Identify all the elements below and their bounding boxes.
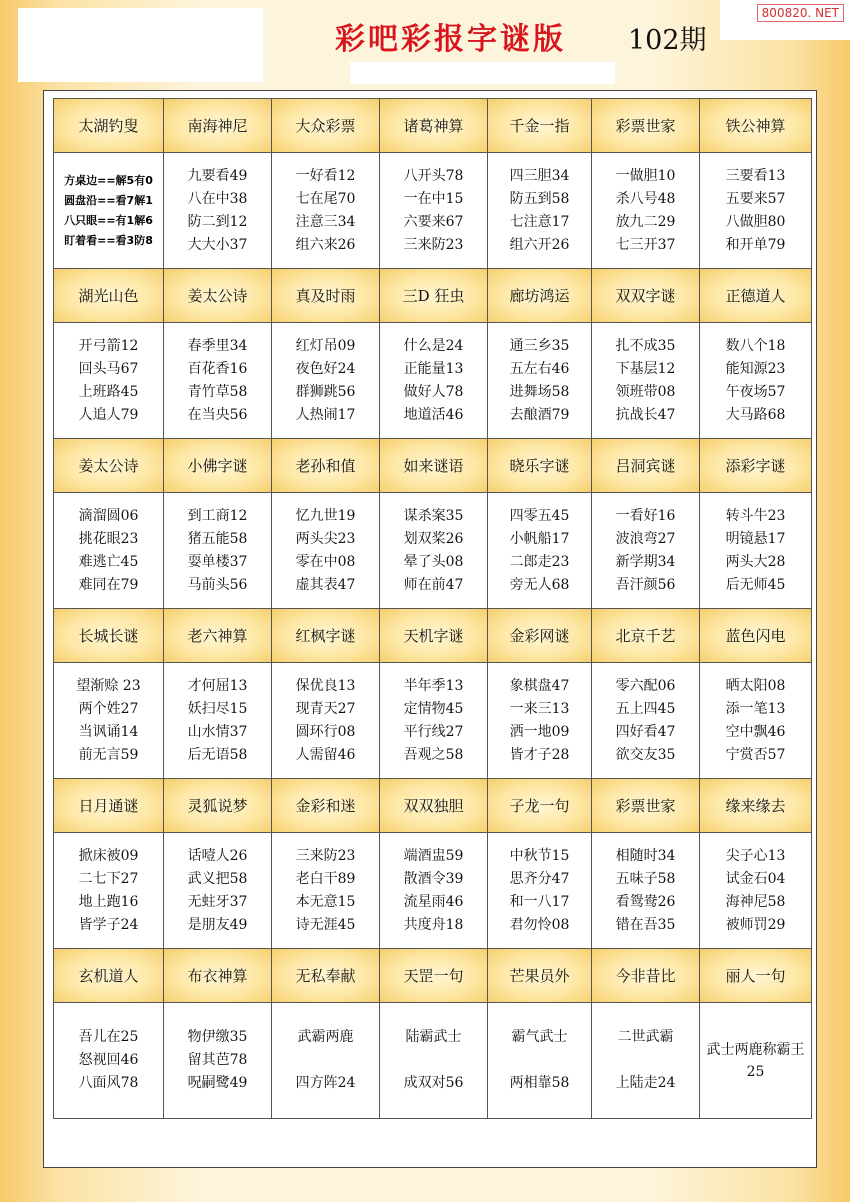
riddle-line: 八面风78 bbox=[78, 1075, 139, 1091]
riddle-line: 海神尼58 bbox=[725, 893, 786, 910]
riddle-line: 夜色好24 bbox=[295, 360, 356, 377]
riddle-line: 老白干89 bbox=[295, 870, 356, 887]
riddle-line: 霸气武士 bbox=[511, 1029, 568, 1045]
riddle-cell bbox=[164, 323, 272, 439]
riddle-line: 圆环行08 bbox=[295, 723, 356, 740]
riddle-cell bbox=[592, 153, 700, 269]
riddle-line: 吾汗颜56 bbox=[615, 576, 676, 593]
riddle-line: 四零五45 bbox=[509, 507, 570, 524]
riddle-line: 波浪弯27 bbox=[615, 530, 676, 547]
spacer bbox=[592, 1049, 699, 1072]
riddle-line: 思齐分47 bbox=[509, 870, 570, 887]
riddle-line: 话噎人26 bbox=[187, 847, 248, 864]
riddle-line: 领班带08 bbox=[615, 383, 676, 400]
riddle-line: 妖扫尽15 bbox=[187, 700, 248, 717]
riddle-line: 中秋节15 bbox=[509, 847, 570, 864]
column-header: 姜太公诗 bbox=[54, 439, 164, 493]
riddle-line: 回头马67 bbox=[78, 360, 139, 377]
riddle-line: 师在前47 bbox=[403, 576, 464, 593]
riddle-table-body bbox=[54, 99, 812, 1119]
riddle-line: 组六开26 bbox=[509, 236, 570, 253]
page-title: 彩吧彩报字谜版 bbox=[335, 22, 566, 57]
riddle-line: 陆霸武士 bbox=[405, 1029, 462, 1045]
riddle-cell bbox=[272, 663, 380, 779]
riddle-line: 前无言59 bbox=[78, 746, 139, 763]
spacer bbox=[488, 1049, 591, 1072]
riddle-cell bbox=[380, 663, 488, 779]
riddle-line: 抗战长47 bbox=[615, 406, 676, 423]
riddle-cell bbox=[488, 1003, 592, 1119]
riddle-cell bbox=[272, 153, 380, 269]
riddle-line: 吾观之58 bbox=[403, 746, 464, 763]
riddle-row bbox=[54, 323, 812, 439]
blank-area-left bbox=[18, 8, 263, 82]
riddle-row bbox=[54, 493, 812, 609]
riddle-cell bbox=[700, 1003, 812, 1119]
riddle-line: 武义把58 bbox=[187, 870, 248, 887]
column-header: 吕洞宾谜 bbox=[592, 439, 700, 493]
riddle-line: 春季里34 bbox=[187, 337, 248, 354]
riddle-line: 尖子心13 bbox=[725, 847, 786, 864]
issue-number: 102期 bbox=[628, 25, 707, 56]
riddle-line: 到工商12 bbox=[187, 507, 248, 524]
column-header: 蓝色闪电 bbox=[700, 609, 812, 663]
riddle-line: 在当央56 bbox=[187, 406, 248, 423]
riddle-line: 防二到12 bbox=[187, 213, 248, 230]
riddle-line: 扎不成35 bbox=[615, 337, 676, 354]
column-header: 布衣神算 bbox=[164, 949, 272, 1003]
riddle-cell bbox=[488, 663, 592, 779]
riddle-cell bbox=[592, 833, 700, 949]
riddle-line: 三来防23 bbox=[295, 847, 356, 864]
riddle-line: 掀床被09 bbox=[78, 847, 139, 864]
blank-area-center bbox=[350, 62, 615, 84]
riddle-line: 保优良13 bbox=[295, 677, 356, 694]
riddle-line: 去酿酒79 bbox=[509, 406, 570, 423]
riddle-line: 皆学子24 bbox=[78, 916, 139, 933]
riddle-cell bbox=[700, 323, 812, 439]
riddle-line: 当讽诵14 bbox=[78, 723, 139, 740]
column-header: 太湖钓叟 bbox=[54, 99, 164, 153]
riddle-cell bbox=[54, 493, 164, 609]
riddle-cell bbox=[164, 663, 272, 779]
column-header: 三D 狂虫 bbox=[380, 269, 488, 323]
riddle-line: 四三胆34 bbox=[509, 167, 570, 184]
riddle-line: 后无语58 bbox=[187, 746, 248, 763]
riddle-line: 难同在79 bbox=[78, 576, 139, 593]
riddle-line: 晕了头08 bbox=[403, 553, 464, 570]
riddle-line: 错在吾35 bbox=[615, 916, 676, 933]
riddle-line: 五上四45 bbox=[615, 700, 676, 717]
riddle-line: 七在尾70 bbox=[295, 190, 356, 207]
riddle-line: 通三乡35 bbox=[509, 337, 570, 354]
riddle-cell bbox=[380, 1003, 488, 1119]
riddle-line: 正能量13 bbox=[403, 360, 464, 377]
header-row bbox=[54, 779, 812, 833]
spacer bbox=[272, 1049, 379, 1072]
riddle-cell bbox=[592, 663, 700, 779]
riddle-line: 一来三13 bbox=[509, 700, 570, 717]
riddle-line: 后无师45 bbox=[725, 576, 786, 593]
riddle-line: 百花香16 bbox=[187, 360, 248, 377]
riddle-line: 做好人78 bbox=[403, 383, 464, 400]
column-header: 如来谜语 bbox=[380, 439, 488, 493]
riddle-line: 猪五能58 bbox=[187, 530, 248, 547]
riddle-line: 下基层12 bbox=[615, 360, 676, 377]
riddle-cell bbox=[700, 493, 812, 609]
riddle-cell bbox=[272, 833, 380, 949]
riddle-line: 大大小37 bbox=[187, 236, 248, 253]
riddle-line: 九要看49 bbox=[187, 167, 248, 184]
riddle-line: 虚其表47 bbox=[295, 576, 356, 593]
header-row bbox=[54, 949, 812, 1003]
column-header: 灵狐说梦 bbox=[164, 779, 272, 833]
riddle-line: 什么是24 bbox=[403, 337, 464, 354]
riddle-cell bbox=[164, 493, 272, 609]
column-header: 诸葛神算 bbox=[380, 99, 488, 153]
riddle-cell bbox=[164, 1003, 272, 1119]
column-header: 真及时雨 bbox=[272, 269, 380, 323]
riddle-line: 看鸳鸯26 bbox=[615, 893, 676, 910]
riddle-line: 五味子58 bbox=[615, 870, 676, 887]
riddle-line: 青竹草58 bbox=[187, 383, 248, 400]
riddle-line: 两个姓27 bbox=[78, 700, 139, 717]
column-header: 千金一指 bbox=[488, 99, 592, 153]
column-header: 姜太公诗 bbox=[164, 269, 272, 323]
riddle-line: 杀八号48 bbox=[615, 190, 676, 207]
column-header: 红枫字谜 bbox=[272, 609, 380, 663]
column-header: 彩票世家 bbox=[592, 779, 700, 833]
riddle-line: 诗无涯45 bbox=[295, 916, 356, 933]
riddle-cell bbox=[488, 493, 592, 609]
column-header: 晓乐字谜 bbox=[488, 439, 592, 493]
riddle-line: 数八个18 bbox=[725, 337, 786, 354]
riddle-line: 七注意17 bbox=[509, 213, 570, 230]
riddle-line: 五左右46 bbox=[509, 360, 570, 377]
riddle-row bbox=[54, 663, 812, 779]
riddle-line: 怒视回46 bbox=[78, 1052, 139, 1068]
riddle-line: 成双对56 bbox=[403, 1075, 464, 1091]
riddle-line: 晒太阳08 bbox=[725, 677, 786, 694]
column-header: 铁公神算 bbox=[700, 99, 812, 153]
riddle-cell bbox=[272, 323, 380, 439]
riddle-line: 马前头56 bbox=[187, 576, 248, 593]
riddle-row bbox=[54, 153, 812, 269]
column-header: 无私奉献 bbox=[272, 949, 380, 1003]
riddle-grid bbox=[43, 90, 817, 1168]
column-header: 小佛字谜 bbox=[164, 439, 272, 493]
riddle-line: 本无意15 bbox=[295, 893, 356, 910]
riddle-line: 端酒盅59 bbox=[403, 847, 464, 864]
riddle-line: 被师罚29 bbox=[725, 916, 786, 933]
site-watermark: 800820. NET bbox=[757, 4, 844, 22]
riddle-line: 挑花眼23 bbox=[78, 530, 139, 547]
riddle-line: 耍单楼37 bbox=[187, 553, 248, 570]
riddle-line: 半年季13 bbox=[403, 677, 464, 694]
riddle-cell bbox=[54, 1003, 164, 1119]
riddle-line: 呪嗣鹭49 bbox=[187, 1075, 248, 1091]
riddle-line: 和一八17 bbox=[509, 893, 570, 910]
riddle-line: 明镜悬17 bbox=[725, 530, 786, 547]
riddle-cell bbox=[700, 833, 812, 949]
riddle-line: 一在中15 bbox=[403, 190, 464, 207]
riddle-line: 六要来67 bbox=[403, 213, 464, 230]
riddle-line: 放九二29 bbox=[615, 213, 676, 230]
riddle-line: 洒一地09 bbox=[509, 723, 570, 740]
riddle-line: 欲交友35 bbox=[615, 746, 676, 763]
column-header: 彩票世家 bbox=[592, 99, 700, 153]
riddle-line: 上陆走24 bbox=[615, 1075, 676, 1091]
riddle-cell bbox=[54, 663, 164, 779]
riddle-line: 划双桨26 bbox=[403, 530, 464, 547]
column-header: 双双字谜 bbox=[592, 269, 700, 323]
riddle-line: 共度舟18 bbox=[403, 916, 464, 933]
riddle-line: 宁赏否57 bbox=[725, 746, 786, 763]
riddle-line: 旁无人68 bbox=[509, 576, 570, 593]
column-header: 子龙一句 bbox=[488, 779, 592, 833]
riddle-cell bbox=[380, 493, 488, 609]
spacer bbox=[380, 1049, 487, 1072]
header-row bbox=[54, 439, 812, 493]
riddle-cell bbox=[164, 833, 272, 949]
riddle-line: 难逃亡45 bbox=[78, 553, 139, 570]
riddle-cell bbox=[272, 1003, 380, 1119]
riddle-line: 注意三34 bbox=[295, 213, 356, 230]
riddle-line: 群狮跳56 bbox=[295, 383, 356, 400]
riddle-line: 午夜场57 bbox=[725, 383, 786, 400]
riddle-line: 是朋友49 bbox=[187, 916, 248, 933]
riddle-row bbox=[54, 1003, 812, 1119]
riddle-line: 君勿怜08 bbox=[509, 916, 570, 933]
riddle-line: 大马路68 bbox=[725, 406, 786, 423]
riddle-line: 新学期34 bbox=[615, 553, 676, 570]
riddle-line: 三要看13 bbox=[725, 167, 786, 184]
riddle-line: 武霸两鹿 bbox=[297, 1029, 354, 1045]
riddle-line: 平行线27 bbox=[403, 723, 464, 740]
riddle-line: 现青天27 bbox=[295, 700, 356, 717]
riddle-line: 空中飘46 bbox=[725, 723, 786, 740]
riddle-cell bbox=[54, 153, 164, 269]
riddle-line: 一看好16 bbox=[615, 507, 676, 524]
riddle-line: 八开头78 bbox=[403, 167, 464, 184]
column-header: 长城长谜 bbox=[54, 609, 164, 663]
riddle-cell bbox=[592, 323, 700, 439]
riddle-cell bbox=[54, 833, 164, 949]
riddle-line: 无蛀牙37 bbox=[187, 893, 248, 910]
riddle-line: 谋杀案35 bbox=[403, 507, 464, 524]
riddle-line: 相随时34 bbox=[615, 847, 676, 864]
column-header: 老孙和值 bbox=[272, 439, 380, 493]
column-header: 正德道人 bbox=[700, 269, 812, 323]
riddle-line: 转斗牛23 bbox=[725, 507, 786, 524]
column-header: 廊坊鸿运 bbox=[488, 269, 592, 323]
riddle-table bbox=[53, 98, 812, 1119]
riddle-cell bbox=[488, 833, 592, 949]
header-row bbox=[54, 609, 812, 663]
column-header: 今非昔比 bbox=[592, 949, 700, 1003]
riddle-line: 八做胆80 bbox=[725, 213, 786, 230]
riddle-line: 一好看12 bbox=[295, 167, 356, 184]
riddle-line: 五要来57 bbox=[725, 190, 786, 207]
riddle-cell bbox=[592, 493, 700, 609]
riddle-line: 两头尖23 bbox=[295, 530, 356, 547]
column-header: 芒果员外 bbox=[488, 949, 592, 1003]
riddle-cell bbox=[380, 323, 488, 439]
column-header: 天机字谜 bbox=[380, 609, 488, 663]
column-header: 北京千艺 bbox=[592, 609, 700, 663]
column-header: 玄机道人 bbox=[54, 949, 164, 1003]
riddle-line: 能知源23 bbox=[725, 360, 786, 377]
riddle-line: 象棋盘47 bbox=[509, 677, 570, 694]
riddle-line: 山水情37 bbox=[187, 723, 248, 740]
riddle-line: 二世武霸 bbox=[617, 1029, 674, 1045]
riddle-line: 进舞场58 bbox=[509, 383, 570, 400]
riddle-line: 人热闹17 bbox=[295, 406, 356, 423]
riddle-line: 八只眼==有1解6 bbox=[64, 213, 153, 227]
riddle-line: 上班路45 bbox=[78, 383, 139, 400]
riddle-cell bbox=[488, 153, 592, 269]
header-row bbox=[54, 269, 812, 323]
riddle-line: 圆盘沿==看7解1 bbox=[64, 193, 153, 207]
header-row bbox=[54, 99, 812, 153]
column-header: 添彩字谜 bbox=[700, 439, 812, 493]
riddle-line: 望渐赊 23 bbox=[76, 677, 141, 694]
riddle-line: 武士两鹿称霸王25 bbox=[706, 1041, 805, 1080]
riddle-line: 四方阵24 bbox=[295, 1075, 356, 1091]
riddle-line: 八在中38 bbox=[187, 190, 248, 207]
riddle-line: 零在中08 bbox=[295, 553, 356, 570]
riddle-line: 添一笔13 bbox=[725, 700, 786, 717]
riddle-line: 地道活46 bbox=[403, 406, 464, 423]
column-header: 南海神尼 bbox=[164, 99, 272, 153]
column-header: 丽人一句 bbox=[700, 949, 812, 1003]
riddle-line: 地上跑16 bbox=[78, 893, 139, 910]
riddle-line: 两头大28 bbox=[725, 553, 786, 570]
column-header: 双双独胆 bbox=[380, 779, 488, 833]
riddle-cell bbox=[592, 1003, 700, 1119]
riddle-cell bbox=[272, 493, 380, 609]
riddle-row bbox=[54, 833, 812, 949]
riddle-line: 流星雨46 bbox=[403, 893, 464, 910]
riddle-line: 红灯吊09 bbox=[295, 337, 356, 354]
riddle-cell bbox=[54, 323, 164, 439]
riddle-cell bbox=[164, 153, 272, 269]
riddle-line: 开弓箭12 bbox=[78, 337, 139, 354]
riddle-line: 定情物45 bbox=[403, 700, 464, 717]
riddle-line: 一做胆10 bbox=[615, 167, 676, 184]
riddle-line: 滴溜圆06 bbox=[78, 507, 139, 524]
riddle-line: 留其芭78 bbox=[187, 1052, 248, 1068]
column-header: 缘来缘去 bbox=[700, 779, 812, 833]
riddle-line: 零六配06 bbox=[615, 677, 676, 694]
column-header: 金彩网谜 bbox=[488, 609, 592, 663]
riddle-line: 小帆船17 bbox=[509, 530, 570, 547]
column-header: 大众彩票 bbox=[272, 99, 380, 153]
riddle-cell bbox=[380, 153, 488, 269]
riddle-line: 才何屈13 bbox=[187, 677, 248, 694]
column-header: 日月通谜 bbox=[54, 779, 164, 833]
riddle-cell bbox=[700, 153, 812, 269]
riddle-cell bbox=[380, 833, 488, 949]
column-header: 老六神算 bbox=[164, 609, 272, 663]
riddle-line: 吾儿在25 bbox=[78, 1029, 139, 1045]
riddle-line: 物伊缴35 bbox=[187, 1029, 248, 1045]
riddle-line: 人追人79 bbox=[78, 406, 139, 423]
riddle-line: 七三开37 bbox=[615, 236, 676, 253]
riddle-cell bbox=[700, 663, 812, 779]
riddle-line: 二郎走23 bbox=[509, 553, 570, 570]
column-header: 湖光山色 bbox=[54, 269, 164, 323]
riddle-line: 组六来26 bbox=[295, 236, 356, 253]
riddle-cell bbox=[488, 323, 592, 439]
riddle-line: 两相靠58 bbox=[509, 1075, 570, 1091]
riddle-line: 方桌边==解5有0 bbox=[64, 173, 153, 187]
riddle-line: 散酒令39 bbox=[403, 870, 464, 887]
column-header: 金彩和迷 bbox=[272, 779, 380, 833]
riddle-line: 二七下27 bbox=[78, 870, 139, 887]
riddle-line: 忆九世19 bbox=[295, 507, 356, 524]
riddle-line: 三来防23 bbox=[403, 236, 464, 253]
riddle-line: 四好看47 bbox=[615, 723, 676, 740]
riddle-line: 盯着看==看3防8 bbox=[64, 233, 153, 247]
column-header: 天罡一句 bbox=[380, 949, 488, 1003]
riddle-line: 试金石04 bbox=[725, 870, 786, 887]
riddle-line: 防五到58 bbox=[509, 190, 570, 207]
riddle-line: 皆才子28 bbox=[509, 746, 570, 763]
riddle-line: 和开单79 bbox=[725, 236, 786, 253]
riddle-line: 人需留46 bbox=[295, 746, 356, 763]
